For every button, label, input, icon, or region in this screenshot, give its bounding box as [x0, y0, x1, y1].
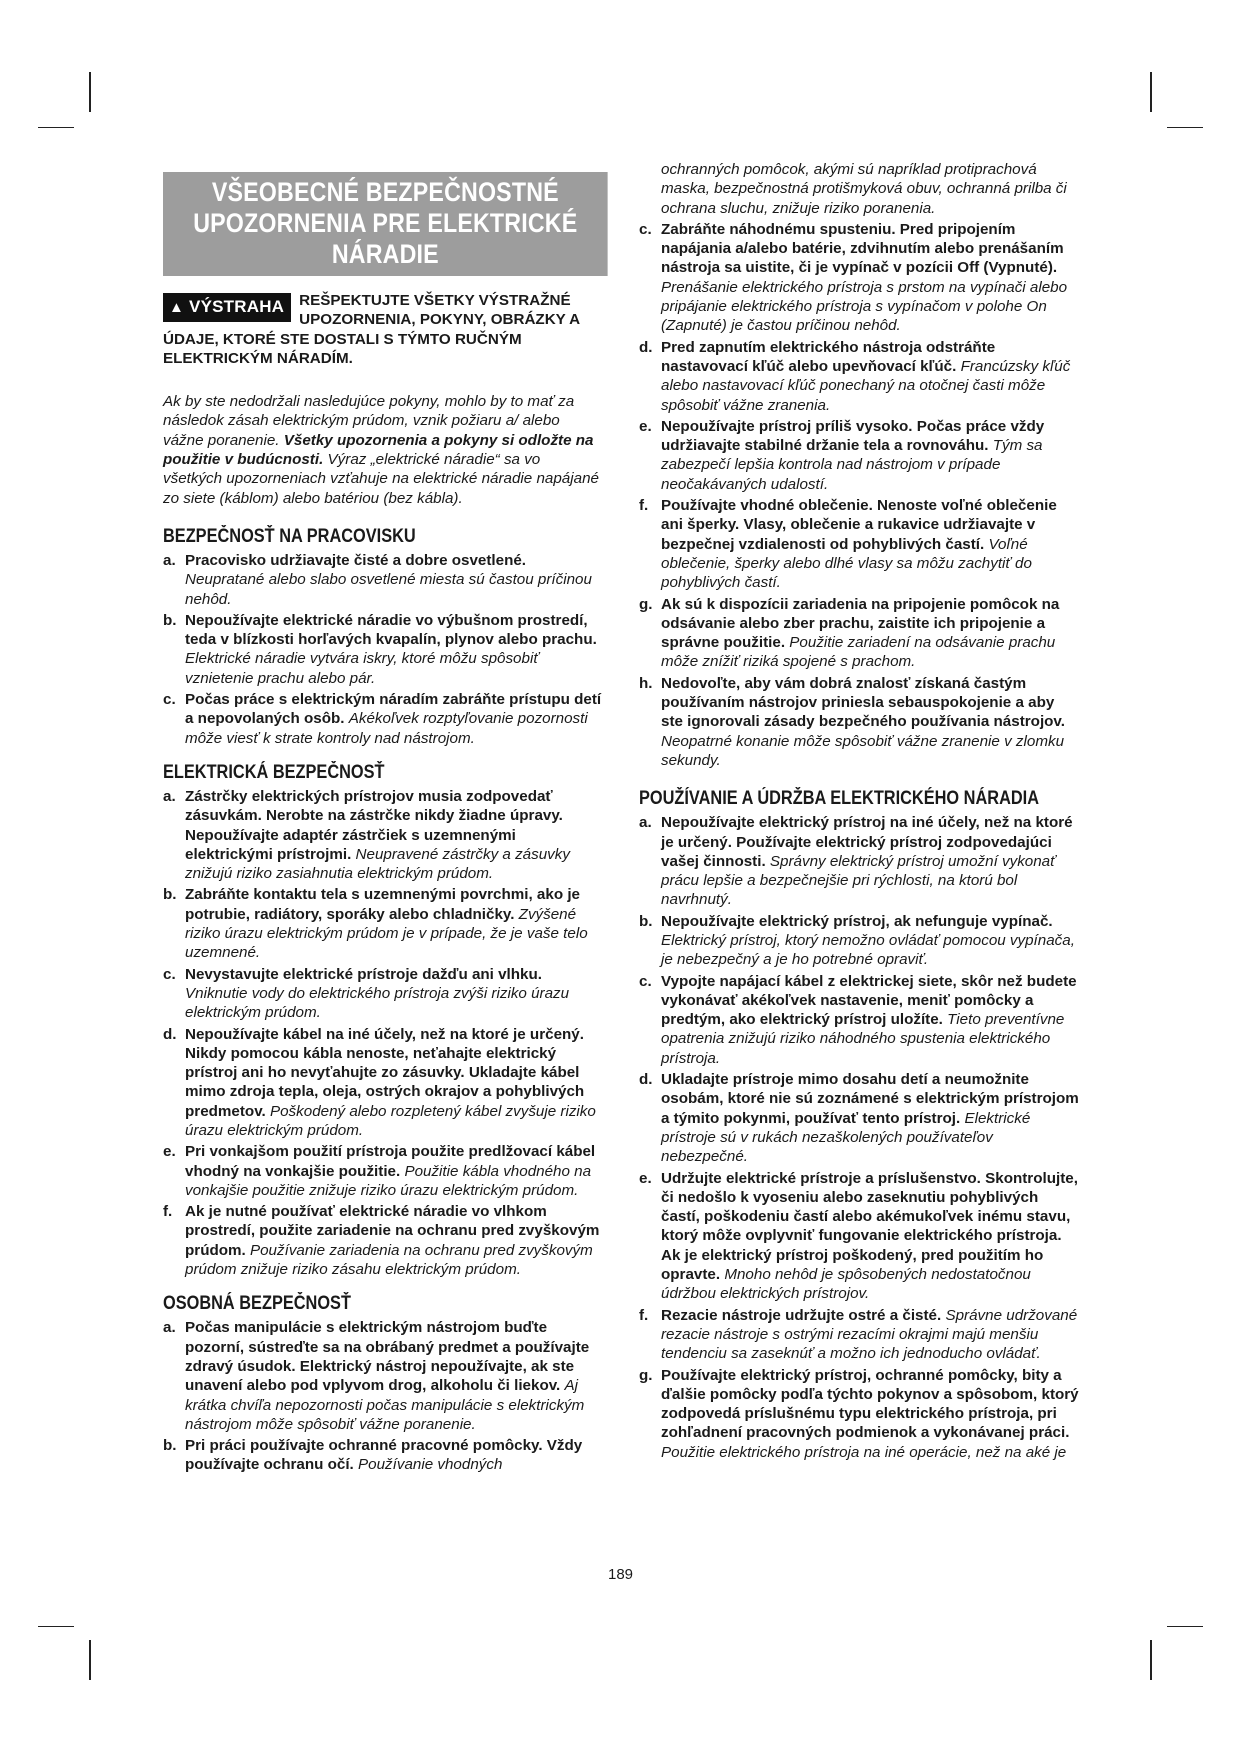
list-item [639, 813, 1079, 909]
item-body [661, 674, 1079, 770]
item-letter: f. [639, 497, 649, 515]
item-body [661, 1366, 1079, 1462]
item-letter: d. [639, 1071, 653, 1089]
list-item [639, 496, 1079, 592]
crop-mark [1167, 127, 1203, 128]
item-explanation: Používanie vhodných [358, 1456, 503, 1474]
item-instruction: Používajte vhodné oblečenie. Nenoste voľné oblečenie ani šperky. Vlasy, oblečenie a rukavice udržiavajte v bezpečnej vzdialenosti od pohyblivých častí. [661, 497, 1057, 553]
item-instruction: Nepoužívajte elektrický prístroj, ak nefunguje vypínač. [661, 912, 1053, 930]
item-instruction: Nevystavujte elektrické prístroje dažďu ani vlhku. [185, 965, 542, 983]
item-body [185, 611, 603, 688]
list-item [639, 595, 1079, 672]
item-letter: c. [163, 965, 176, 983]
crop-mark [1167, 1626, 1203, 1627]
item-body [185, 1436, 603, 1475]
item-letter: a. [163, 1319, 176, 1337]
item-body [661, 912, 1079, 970]
list-item [639, 417, 1079, 494]
section [163, 1293, 603, 1474]
item-letter: b. [163, 611, 177, 629]
item-letter: f. [163, 1203, 173, 1221]
warning-badge [163, 293, 291, 322]
item-letter: e. [639, 417, 652, 435]
item-instruction: Počas manipulácie s elektrickým nástrojom buďte pozorní, sústreďte sa na obrábaný predmet a používajte zdravý úsudok. Elektrický nástroj nepoužívajte, ak ste unavení alebo pod vplyvom drog, alkoholu či liekov. [185, 1319, 590, 1395]
title-line: UPOZORNENIA PRE ELEKTRICKÉ [193, 208, 578, 238]
list-item [639, 1366, 1079, 1462]
item-body [661, 220, 1079, 336]
item-explanation: Elektrické náradie vytvára iskry, ktoré môžu spôsobiť vznietenie prachu alebo pár. [185, 650, 539, 687]
item-body [661, 1070, 1079, 1166]
list-item [163, 551, 603, 609]
item-explanation: Použitie elektrického prístroja na iné operácie, než na aké je [661, 1443, 1067, 1461]
list-item [639, 1169, 1079, 1304]
section-tool-use [639, 788, 1079, 1462]
section [163, 762, 603, 1279]
item-explanation: Prenášanie elektrického prístroja s prstom na vypínači alebo pripájanie elektrického prístroja s vypínačom v polohe On (Zapnuté) je častou príčinou nehôd. [661, 278, 1068, 335]
right-column [639, 160, 1079, 1476]
warning-text: REŠPEKTUJTE VŠETKY VÝSTRAŽNÉ UPOZORNENIA, POKYNY, OBRÁZKY A ÚDAJE, KTORÉ STE DOSTALI S TÝMTO RUČNÝM ELEKTRICKÝM NÁRADÍM. [163, 292, 580, 367]
item-instruction: Udržujte elektrické prístroje a príslušenstvo. Skontrolujte, či nedošlo k vyoseniu alebo zaseknutiu pohyblivých častí, poškodeniu častí alebo akémukoľvek inému stavu, ktorý môže ovplyvniť fungovanie elektrického prístroja. Ak je elektrický prístroj poškodený, pred použitím ho opravte. [661, 1169, 1078, 1284]
item-instruction: Zabráňte kontaktu tela s uzemnenými povrchmi, ako je potrubie, radiátory, sporáky alebo chladničky. [185, 886, 580, 923]
crop-mark [38, 1626, 74, 1627]
title-line: VŠEOBECNÉ BEZPEČNOSTNÉ [211, 177, 559, 207]
list-item [163, 611, 603, 688]
list-item [163, 1142, 603, 1200]
item-body [185, 1318, 603, 1434]
item-letter: g. [639, 1366, 653, 1384]
item-instruction: Nepoužívajte elektrické náradie vo výbušnom prostredí, teda v blízkosti horľavých kvapalín, plynov alebo prachu. [185, 611, 597, 649]
item-letter: e. [163, 1143, 176, 1161]
item-instruction: Ak sú k dispozícii zariadenia na pripojenie pomôcok na odsávanie alebo zber prachu, zaistite ich pripojenie a správne použitie. [661, 595, 1060, 652]
item-body [661, 1306, 1079, 1364]
section-heading: POUŽÍVANIE A ÚDRŽBA ELEKTRICKÉHO NÁRADIA [639, 788, 1040, 810]
item-letter: a. [639, 814, 652, 832]
item-body [185, 965, 603, 1023]
item-body [185, 690, 603, 748]
item-explanation: Používanie zariadenia na ochranu pred zvyškovým prúdom znižuje riziko zásahu elektrickým prúdom. [185, 1241, 593, 1279]
list-item [163, 1202, 603, 1279]
item-instruction: Používajte elektrický prístroj, ochranné pomôcky, bity a ďalšie pomôcky podľa týchto pokynov a spôsobom, ktorý zodpovedá príslušnému typu elektrického prístroja, pri zohľadnení pracovných podmienok a vykonávanej práci. [661, 1366, 1079, 1442]
item-instruction: Zástrčky elektrických prístrojov musia zodpovedať zásuvkám. Nerobte na zástrčke nikdy žiadne úpravy. Nepoužívajte adaptér zástrčiek s uzemnenými elektrickými prístrojmi. [185, 787, 563, 863]
left-sections [163, 526, 603, 1475]
item-letter: f. [639, 1306, 649, 1324]
item-letter: h. [639, 674, 653, 692]
item-instruction: Nepoužívajte elektrický prístroj na iné účely, než na ktoré je určený. Používajte elektrický prístroj zodpovedajúci vašej činnosti. [661, 814, 1073, 870]
list-item [639, 338, 1079, 415]
item-body [185, 1025, 603, 1141]
crop-mark [1150, 72, 1152, 112]
intro-paragraph [163, 392, 603, 508]
section-items [639, 813, 1079, 1462]
item-letter: b. [639, 912, 653, 930]
item-letter: g. [639, 595, 653, 613]
list-item [639, 1306, 1079, 1364]
item-body [661, 496, 1079, 592]
item-instruction: Vypojte napájací kábel z elektrickej siete, skôr než budete vykonávať akékoľvek nastavenie, meniť pomôcky a predtým, ako elektrický prístroj uložíte. [661, 972, 1077, 1029]
section-heading: BEZPEČNOSŤ NA PRACOVISKU [163, 525, 416, 547]
item-instruction: Pri práci používajte ochranné pracovné pomôcky. Vždy používajte ochranu očí. [185, 1437, 583, 1474]
item-explanation: Aj krátka chvíľa nepozornosti počas manipulácie s elektrickým nástrojom môže spôsobiť vážne poranenie. [185, 1377, 585, 1433]
title-line: NÁRADIE [331, 239, 439, 269]
intro-text: Výraz „elektrické náradie“ sa vo všetkých upozorneniach vzťahuje na elektrické náradie napájané zo siete (káblom) alebo batériou (bez kábla). [163, 451, 599, 507]
item-instruction: Pred zapnutím elektrického nástroja odstráňte nastavovací kľúč alebo upevňovací kľúč. [661, 338, 996, 375]
item-explanation: Neupratané alebo slabo osvetlené miesta sú častou príčinou nehôd. [185, 571, 592, 608]
intro-text: Ak by ste nedodržali nasledujúce pokyny, mohlo by to mať za následok zásah elektrickým prúdom, vznik požiaru a/ alebo vážne poranenie. [163, 393, 575, 449]
item-instruction: Ak je nutné používať elektrické náradie vo vlhkom prostredí, použite zariadenie na ochranu pred zvyškovým prúdom. [185, 1203, 600, 1259]
item-body [185, 1142, 603, 1200]
section-heading: OSOBNÁ BEZPEČNOSŤ [163, 1293, 351, 1315]
item-letter: a. [163, 551, 176, 569]
list-item [639, 1070, 1079, 1166]
warning-block [163, 291, 603, 368]
crop-mark [89, 72, 91, 112]
item-instruction: Pri vonkajšom použití prístroja použite predlžovací kábel vhodný na vonkajšie použitie. [185, 1143, 596, 1180]
intro-bold: Všetky upozornenia a pokyny si odložte na použitie v budúcnosti. [163, 431, 594, 469]
item-body [661, 813, 1079, 909]
section [163, 526, 603, 748]
item-body [661, 595, 1079, 672]
item-instruction: Nepoužívajte kábel na iné účely, než na ktoré je určený. Nikdy pomocou kábla nenoste, neťahajte elektrický prístroj ani ho nevyťahujte zo zásuvky. Ukladajte kábel mimo zdroja tepla, oleja, ostrých okrajov a pohyblivých predmetov. [185, 1025, 585, 1120]
right-items [639, 220, 1079, 770]
list-item [163, 787, 603, 883]
crop-mark [89, 1640, 91, 1680]
item-body [185, 551, 603, 609]
item-letter: b. [163, 1437, 177, 1455]
item-explanation: Akékoľvek rozptyľovanie pozornosti môže viesť k strate kontroly nad nástrojom. [185, 710, 588, 747]
crop-mark [1150, 1640, 1152, 1680]
list-item [639, 972, 1079, 1068]
item-letter: b. [163, 886, 177, 904]
item-letter: d. [163, 1025, 177, 1043]
item-explanation: Neopatrné konanie môže spôsobiť vážne zranenie v zlomku sekundy. [661, 732, 1065, 769]
list-item [163, 1436, 603, 1475]
item-body [661, 1169, 1079, 1304]
item-letter: e. [639, 1169, 652, 1187]
item-instruction: Zabráňte náhodnému spusteniu. Pred pripojením napájania a/alebo batérie, zdvihnutím alebo prenášaním nástroja sa uistite, či je vypínač v pozícii Off (Vypnuté). [661, 220, 1064, 277]
item-letter: c. [639, 220, 652, 238]
item-instruction: Pracovisko udržiavajte čisté a dobre osvetlené. [185, 551, 527, 569]
crop-mark [38, 127, 74, 128]
section-heading: ELEKTRICKÁ BEZPEČNOSŤ [163, 761, 385, 783]
page-number: 189 [607, 1566, 634, 1583]
item-letter: a. [163, 787, 176, 805]
list-item [163, 885, 603, 962]
item-explanation: Poškodený alebo rozpletený kábel zvyšuje riziko úrazu elektrickým prúdom. [185, 1102, 596, 1139]
item-instruction: Rezacie nástroje udržujte ostré a čisté. [661, 1306, 942, 1324]
item-body [661, 972, 1079, 1068]
list-item [639, 912, 1079, 970]
item-explanation: Použitie kábla vhodného na vonkajšie použitie znižuje riziko úrazu elektrickým prúdom. [185, 1162, 592, 1199]
item-explanation: Vniknutie vody do elektrického prístroja zvýši riziko úrazu elektrickým prúdom. [185, 984, 570, 1022]
list-item [163, 1318, 603, 1434]
item-instruction: Nedovoľte, aby vám dobrá znalosť získaná častým používaním nástrojov priniesla sebauspokojenie a aby ste ignorovali zásady bezpečného používania nástrojov. [661, 674, 1065, 731]
item-instruction: Počas práce s elektrickým náradím zabráňte prístupu detí a nepovolaných osôb. [185, 691, 602, 728]
list-item [639, 674, 1079, 770]
item-explanation: Tieto preventívne opatrenia znižujú riziko náhodného spustenia elektrického prístroja. [661, 1011, 1065, 1067]
item-body [185, 1202, 603, 1279]
item-explanation: Voľné oblečenie, šperky alebo dlhé vlasy sa môžu zachytiť do pohyblivých častí. [661, 535, 1032, 592]
left-column [163, 172, 603, 1489]
item-body [661, 417, 1079, 494]
item-explanation: Správny elektrický prístroj umožní vykonať prácu lepšie a bezpečnejšie pri rýchlosti, na ktorú bol navrhnutý. [661, 852, 1056, 909]
item-explanation: Neupravené zástrčky a zásuvky znižujú riziko zasiahnutia elektrickým prúdom. [185, 845, 570, 883]
item-letter: d. [639, 338, 653, 356]
item-explanation: Správne udržované rezacie nástroje s ostrými rezacími okrajmi majú menšiu tendenciu sa zaseknúť a možno ich jednoducho ovládať. [661, 1306, 1078, 1363]
item-explanation: Mnoho nehôd je spôsobených nedostatočnou údržbou elektrických prístrojov. [661, 1266, 1031, 1303]
item-body [661, 338, 1079, 415]
item-body [185, 885, 603, 962]
item-body [185, 787, 603, 883]
list-item [163, 690, 603, 748]
warning-badge-label: VÝSTRAHA [189, 297, 285, 316]
item-instruction: Ukladajte prístroje mimo dosahu detí a neumožnite osobám, ktoré nie sú zoznámené s elektrickým prístrojom a týmito pokynmi, používať tento prístroj. [661, 1071, 1079, 1127]
continuation-text: ochranných pomôcok, akými sú napríklad protiprachová maska, bezpečnostná protišmyková obuv, ochranná prilba či ochrana sluchu, znižuje riziko poranenia. [661, 161, 1067, 217]
item-letter: c. [163, 691, 176, 709]
item-letter: c. [639, 972, 652, 990]
list-item [163, 1025, 603, 1141]
list-item [639, 220, 1079, 336]
item-explanation: Zvýšené riziko úrazu elektrickým prúdom je v prípade, že je vaše telo uzemnené. [185, 905, 588, 962]
item-explanation: Elektrické prístroje sú v rukách nezaškolených používateľov nebezpečné. [661, 1109, 1031, 1166]
item-explanation: Elektrický prístroj, ktorý nemožno ovládať pomocou vypínača, je nebezpečný a je ho potrebné opraviť. [661, 931, 1075, 969]
item-explanation: Použitie zariadení na odsávanie prachu môže znížiť riziká spojené s prachom. [661, 634, 1056, 671]
item-instruction: Nepoužívajte prístroj príliš vysoko. Počas práce vždy udržiavajte stabilné držanie tela a rovnováhu. [661, 417, 1045, 455]
page-title [163, 172, 608, 276]
list-item [163, 965, 603, 1023]
item-explanation: Francúzsky kľúč alebo nastavovací kľúč ponechaný na otočnej časti môže spôsobiť vážne zranenia. [661, 357, 1071, 414]
warning-triangle-icon: ▲ [169, 299, 185, 316]
item-explanation: Tým sa zabezpečí lepšia kontrola nad nástrojom v prípade neočakávaných udalostí. [661, 437, 1043, 493]
